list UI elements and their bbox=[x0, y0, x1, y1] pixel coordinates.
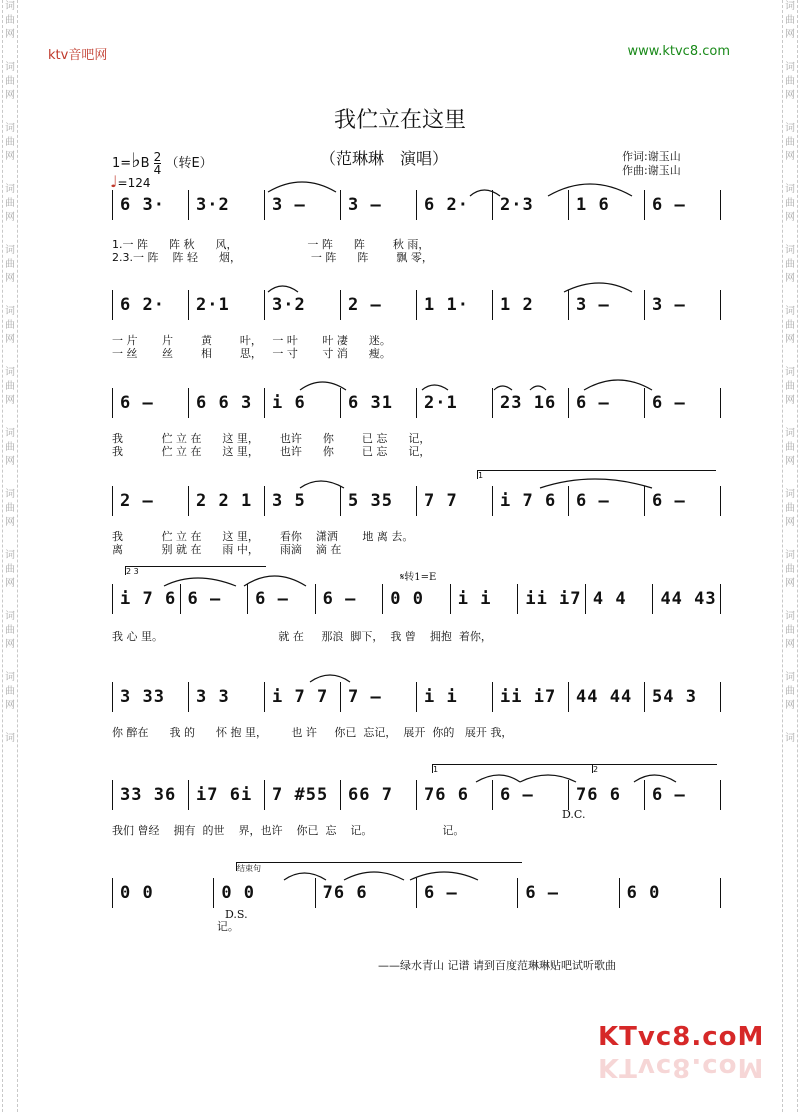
measure-notes: 3 – bbox=[348, 195, 382, 215]
watermark-char: 曲 bbox=[785, 503, 795, 514]
bar-line bbox=[180, 584, 181, 614]
measure-notes: 3·2 bbox=[272, 295, 306, 315]
measure-notes: 2 – bbox=[120, 491, 154, 511]
volta-23-label: 2 3 bbox=[126, 567, 139, 576]
volta-23 bbox=[125, 566, 266, 575]
watermark-char: 词 bbox=[785, 611, 795, 622]
bar-line bbox=[450, 584, 451, 614]
score-row bbox=[112, 290, 720, 326]
dc-mark: D.C. bbox=[562, 808, 586, 821]
lyric-line: 一 片 片 黄 叶， 一 叶 叶 凄 迷。 bbox=[112, 334, 391, 347]
bar-line bbox=[568, 486, 569, 516]
watermark-char: 曲 bbox=[5, 137, 15, 148]
measure-notes: 1 1· bbox=[424, 295, 469, 315]
bar-line bbox=[112, 486, 113, 516]
brand-logo: KTvc8.coM bbox=[598, 1022, 765, 1052]
measure-notes: i 7 7 bbox=[272, 687, 329, 707]
watermark-char: 曲 bbox=[785, 320, 795, 331]
measure-notes: 6 – bbox=[652, 491, 686, 511]
measure-notes: 2·1 bbox=[196, 295, 230, 315]
modulation-note: （转E） bbox=[165, 156, 213, 171]
watermark-char: 词 bbox=[785, 184, 795, 195]
measure-notes: 3·2 bbox=[196, 195, 230, 215]
watermark-char: 曲 bbox=[5, 76, 15, 87]
measure-notes: 3 5 bbox=[272, 491, 306, 511]
bar-line bbox=[264, 190, 265, 220]
measure-notes: 7 – bbox=[348, 687, 382, 707]
bar-line bbox=[188, 486, 189, 516]
footer-credit: ——绿水青山 记谱 请到百度范琳琳贴吧试听歌曲 bbox=[378, 959, 616, 972]
watermark-char: 曲 bbox=[5, 503, 15, 514]
score-row bbox=[112, 682, 720, 718]
bar-line bbox=[213, 878, 214, 908]
watermark-char: 词 bbox=[785, 489, 795, 500]
flat-icon: ♭ bbox=[131, 148, 141, 172]
measure-notes: 3 33 bbox=[120, 687, 165, 707]
measure-notes: 76 6 bbox=[576, 785, 621, 805]
watermark-char: 曲 bbox=[785, 198, 795, 209]
score-row bbox=[112, 388, 720, 424]
lyric-line: 我 伫 立 在 这 里， 也许 你 已 忘 记， bbox=[112, 432, 431, 445]
bar-line bbox=[340, 486, 341, 516]
measure-notes: 0 0 bbox=[390, 589, 424, 609]
score-row bbox=[112, 584, 720, 620]
slur bbox=[310, 675, 350, 682]
bar-line bbox=[264, 486, 265, 516]
tempo-mark bbox=[110, 172, 151, 191]
measure-notes: 6 – bbox=[322, 589, 357, 609]
measure-notes: 7 7 bbox=[424, 491, 458, 511]
lyric-line: 我 伫 立 在 这 里， 也许 你 已 忘 记， bbox=[112, 445, 431, 458]
bar-line bbox=[492, 486, 493, 516]
watermark-char: 曲 bbox=[785, 76, 795, 87]
measure-notes: 6 – bbox=[500, 785, 534, 805]
lyric-line: 你 醉在 我 的 怀 抱 里， 也 许 你已 忘记， 展开 你的 展开 我， bbox=[112, 726, 513, 739]
measure-notes: 4 4 bbox=[592, 589, 627, 609]
bar-line bbox=[112, 190, 113, 220]
brand-logo-reflection: KTvc8.coM bbox=[598, 1052, 765, 1082]
bar-line bbox=[264, 388, 265, 418]
lyric-line: 2.3.一 阵 阵 轻 烟， 一 阵 阵 飘 零， bbox=[112, 251, 433, 264]
watermark-char: 网 bbox=[5, 700, 15, 711]
bar-line bbox=[340, 682, 341, 712]
bar-line bbox=[416, 290, 417, 320]
watermark-char: 曲 bbox=[785, 259, 795, 270]
watermark-char: 词 bbox=[785, 367, 795, 378]
measure-notes: 3 3 bbox=[196, 687, 230, 707]
score-row bbox=[112, 780, 720, 816]
measure-notes: 6 – bbox=[255, 589, 289, 609]
measure-notes: 6 2· bbox=[424, 195, 469, 215]
watermark-char: 网 bbox=[785, 90, 795, 101]
watermark-char: 网 bbox=[5, 90, 15, 101]
lyric-line: 我 心 里。 就 在 那浪 脚下， 我 曾 拥抱 着你， bbox=[112, 630, 492, 643]
bar-line bbox=[264, 780, 265, 810]
measure-notes: 3 – bbox=[576, 295, 610, 315]
watermark-char: 曲 bbox=[5, 686, 15, 697]
watermark-char: 网 bbox=[785, 456, 795, 467]
bar-line bbox=[315, 584, 316, 614]
bar-line bbox=[416, 878, 417, 908]
watermark-char: 曲 bbox=[5, 625, 15, 636]
watermark-char: 词 bbox=[5, 489, 15, 500]
measure-notes: i 6 bbox=[272, 393, 306, 413]
watermark-char: 词 bbox=[785, 428, 795, 439]
lyric-line: 一 丝 丝 相 思， 一 寸 寸 消 瘦。 bbox=[112, 347, 391, 360]
bar-line bbox=[264, 682, 265, 712]
bar-line bbox=[492, 388, 493, 418]
bar-line bbox=[517, 878, 518, 908]
lyric-line: 我 伫 立 在 这 里， 看你 潇洒 地 离 去。 bbox=[112, 530, 414, 543]
bar-line bbox=[517, 584, 518, 614]
measure-notes: 6 – bbox=[576, 491, 610, 511]
watermark-char: 网 bbox=[5, 29, 15, 40]
measure-notes: 6 – bbox=[652, 195, 686, 215]
measure-notes: 0 0 bbox=[221, 883, 256, 903]
measure-notes: 6 – bbox=[187, 589, 222, 609]
measure-notes: 6 – bbox=[525, 883, 560, 903]
time-signature bbox=[154, 151, 162, 176]
measure-notes: ii i7 bbox=[500, 687, 557, 707]
measure-notes: i 7 6 bbox=[500, 491, 557, 511]
measure-notes: 6 – bbox=[652, 785, 686, 805]
watermark-char: 词 bbox=[5, 672, 15, 683]
watermark-char: 网 bbox=[5, 517, 15, 528]
segno-mark: 𝄋转1=E bbox=[400, 572, 437, 583]
measure-notes: 6 – bbox=[120, 393, 154, 413]
bar-line bbox=[340, 388, 341, 418]
measure-notes: 7 #55 bbox=[272, 785, 329, 805]
measure-notes: i i bbox=[424, 687, 458, 707]
measure-notes: 0 0 bbox=[120, 883, 154, 903]
watermark-char: 词 bbox=[5, 1, 15, 12]
watermark-char: 网 bbox=[785, 273, 795, 284]
bar-line bbox=[340, 290, 341, 320]
score-row bbox=[112, 878, 720, 914]
watermark-char: 词 bbox=[5, 184, 15, 195]
measure-notes: 23 16 bbox=[500, 393, 557, 413]
bar-line bbox=[416, 388, 417, 418]
measure-notes: 6 6 3 bbox=[196, 393, 253, 413]
watermark-char: 词 bbox=[785, 550, 795, 561]
tempo-value: =124 bbox=[117, 176, 151, 190]
measure-notes: 5 35 bbox=[348, 491, 393, 511]
watermark-char: 网 bbox=[785, 334, 795, 345]
song-title: 我伫立在这里 bbox=[333, 108, 466, 133]
bar-line bbox=[585, 584, 586, 614]
left-watermark-strip bbox=[2, 0, 18, 1112]
watermark-char: 曲 bbox=[785, 15, 795, 26]
bar-line bbox=[652, 584, 653, 614]
measure-notes: i i bbox=[457, 589, 492, 609]
bar-line bbox=[188, 290, 189, 320]
bar-line bbox=[492, 290, 493, 320]
lyric-line: 1.一 阵 阵 秋 风， 一 阵 阵 秋 雨， bbox=[112, 238, 430, 251]
measure-notes: 1 6 bbox=[576, 195, 610, 215]
bar-line bbox=[568, 290, 569, 320]
site-name[interactable]: ktv音吧网 bbox=[48, 48, 108, 63]
watermark-char: 网 bbox=[5, 456, 15, 467]
measure-notes: 6 – bbox=[424, 883, 458, 903]
measure-notes: 3 – bbox=[272, 195, 306, 215]
watermark-char: 词 bbox=[5, 245, 15, 256]
bar-line bbox=[492, 780, 493, 810]
watermark-char: 曲 bbox=[785, 686, 795, 697]
volta-1-row7 bbox=[432, 764, 593, 773]
bar-line bbox=[247, 584, 248, 614]
measure-notes: 6 3· bbox=[120, 195, 165, 215]
volta-1b-label: 1 bbox=[433, 765, 439, 774]
lyric-line: 记。 bbox=[112, 920, 239, 933]
bar-line bbox=[112, 682, 113, 712]
composer-credit: 作曲:谢玉山 bbox=[622, 164, 681, 177]
volta-2-row7 bbox=[592, 764, 717, 773]
score-row bbox=[112, 486, 720, 522]
coda-label: 结束句 bbox=[237, 864, 261, 873]
ds-mark: D.S. bbox=[225, 908, 248, 921]
watermark-char: 词 bbox=[5, 733, 15, 744]
watermark-char: 曲 bbox=[785, 625, 795, 636]
bar-line bbox=[264, 290, 265, 320]
watermark-char: 网 bbox=[785, 639, 795, 650]
watermark-char: 曲 bbox=[785, 381, 795, 392]
measure-notes: i 7 6 bbox=[120, 589, 177, 609]
watermark-char: 网 bbox=[5, 151, 15, 162]
score-row bbox=[112, 190, 720, 226]
watermark-char: 词 bbox=[5, 62, 15, 73]
watermark-char: 曲 bbox=[5, 381, 15, 392]
measure-notes: 54 3 bbox=[652, 687, 697, 707]
watermark-char: 词 bbox=[5, 611, 15, 622]
bar-line bbox=[644, 486, 645, 516]
bar-line bbox=[644, 780, 645, 810]
measure-notes: i7 6i bbox=[196, 785, 253, 805]
quarter-note-icon: ♩ bbox=[110, 172, 118, 191]
bar-line bbox=[112, 388, 113, 418]
watermark-char: 网 bbox=[785, 578, 795, 589]
bar-line bbox=[315, 878, 316, 908]
watermark-char: 网 bbox=[5, 212, 15, 223]
measure-notes: 2 – bbox=[348, 295, 382, 315]
watermark-char: 词 bbox=[5, 428, 15, 439]
watermark-char: 网 bbox=[785, 700, 795, 711]
watermark-char: 网 bbox=[785, 212, 795, 223]
bar-line bbox=[112, 780, 113, 810]
watermark-char: 网 bbox=[785, 29, 795, 40]
bar-line bbox=[492, 682, 493, 712]
bar-line bbox=[492, 190, 493, 220]
watermark-char: 曲 bbox=[5, 15, 15, 26]
time-bottom: 4 bbox=[153, 163, 162, 177]
bar-line bbox=[416, 190, 417, 220]
measure-notes: 6 2· bbox=[120, 295, 165, 315]
watermark-char: 曲 bbox=[785, 564, 795, 575]
bar-line bbox=[188, 190, 189, 220]
right-watermark-strip bbox=[782, 0, 798, 1112]
coda-bracket bbox=[236, 862, 522, 871]
bar-line bbox=[416, 780, 417, 810]
watermark-char: 词 bbox=[5, 367, 15, 378]
watermark-char: 词 bbox=[5, 123, 15, 134]
measure-notes: 76 6 bbox=[322, 883, 368, 903]
bar-line bbox=[416, 682, 417, 712]
watermark-char: 曲 bbox=[785, 137, 795, 148]
watermark-char: 网 bbox=[5, 639, 15, 650]
watermark-char: 词 bbox=[785, 306, 795, 317]
bar-line bbox=[112, 290, 113, 320]
lyric-line: 离 别 就 在 雨 中， 雨滴 滴 在 bbox=[112, 543, 342, 556]
measure-notes: 1 2 bbox=[500, 295, 534, 315]
lyricist-credit: 作词:谢玉山 bbox=[622, 150, 681, 163]
watermark-char: 词 bbox=[785, 733, 795, 744]
watermark-char: 词 bbox=[785, 123, 795, 134]
bar-line bbox=[382, 584, 383, 614]
volta-1-row4 bbox=[477, 470, 716, 479]
bar-line bbox=[340, 190, 341, 220]
bar-line bbox=[720, 584, 721, 614]
bar-line bbox=[568, 388, 569, 418]
bar-line bbox=[644, 388, 645, 418]
watermark-char: 曲 bbox=[5, 259, 15, 270]
measure-notes: 2·3 bbox=[500, 195, 534, 215]
bar-line bbox=[568, 780, 569, 810]
bar-line bbox=[644, 190, 645, 220]
bar-line bbox=[188, 682, 189, 712]
watermark-char: 词 bbox=[785, 62, 795, 73]
singer-credit: （范琳琳 演唱） bbox=[320, 149, 449, 168]
bar-line bbox=[619, 878, 620, 908]
watermark-char: 网 bbox=[785, 517, 795, 528]
watermark-char: 网 bbox=[785, 151, 795, 162]
watermark-char: 词 bbox=[785, 672, 795, 683]
bar-line bbox=[568, 682, 569, 712]
bar-line bbox=[720, 878, 721, 908]
key-prefix: 1= bbox=[112, 156, 132, 171]
bar-line bbox=[644, 682, 645, 712]
watermark-char: 词 bbox=[5, 550, 15, 561]
watermark-char: 词 bbox=[5, 306, 15, 317]
lyric-line: 我们 曾经 拥有 的世 界，也许 你已 忘 记。 记。 bbox=[112, 824, 465, 837]
measure-notes: 2 2 1 bbox=[196, 491, 253, 511]
measure-notes: 2·1 bbox=[424, 393, 458, 413]
watermark-char: 网 bbox=[785, 395, 795, 406]
bar-line bbox=[188, 780, 189, 810]
bar-line bbox=[188, 388, 189, 418]
watermark-char: 网 bbox=[5, 334, 15, 345]
measure-notes: 6 31 bbox=[348, 393, 393, 413]
bar-line bbox=[568, 190, 569, 220]
key-note: B bbox=[140, 156, 150, 171]
watermark-char: 曲 bbox=[785, 442, 795, 453]
watermark-char: 曲 bbox=[5, 442, 15, 453]
measure-notes: 44 44 bbox=[576, 687, 633, 707]
bar-line bbox=[720, 290, 721, 320]
watermark-char: 曲 bbox=[5, 320, 15, 331]
watermark-char: 词 bbox=[785, 1, 795, 12]
volta-2-label: 2 bbox=[593, 765, 599, 774]
site-url[interactable]: www.ktvc8.com bbox=[627, 44, 730, 59]
measure-notes: 6 – bbox=[652, 393, 686, 413]
measure-notes: 6 – bbox=[576, 393, 610, 413]
watermark-char: 曲 bbox=[5, 198, 15, 209]
bar-line bbox=[416, 486, 417, 516]
measure-notes: 44 43 bbox=[660, 589, 717, 609]
watermark-char: 曲 bbox=[5, 564, 15, 575]
bar-line bbox=[112, 878, 113, 908]
bar-line bbox=[112, 584, 113, 614]
bar-line bbox=[720, 682, 721, 712]
volta-1-label: 1 bbox=[478, 471, 484, 480]
bar-line bbox=[720, 190, 721, 220]
watermark-char: 网 bbox=[5, 578, 15, 589]
watermark-char: 网 bbox=[5, 395, 15, 406]
measure-notes: ii i7 bbox=[525, 589, 582, 609]
measure-notes: 33 36 bbox=[120, 785, 177, 805]
bar-line bbox=[720, 486, 721, 516]
watermark-char: 词 bbox=[785, 245, 795, 256]
measure-notes: 76 6 bbox=[424, 785, 469, 805]
bar-line bbox=[720, 780, 721, 810]
time-top: 2 bbox=[153, 150, 162, 164]
bar-line bbox=[644, 290, 645, 320]
watermark-char: 网 bbox=[5, 273, 15, 284]
bar-line bbox=[720, 388, 721, 418]
measure-notes: 6 0 bbox=[626, 883, 661, 903]
bar-line bbox=[340, 780, 341, 810]
measure-notes: 3 – bbox=[652, 295, 686, 315]
measure-notes: 66 7 bbox=[348, 785, 393, 805]
